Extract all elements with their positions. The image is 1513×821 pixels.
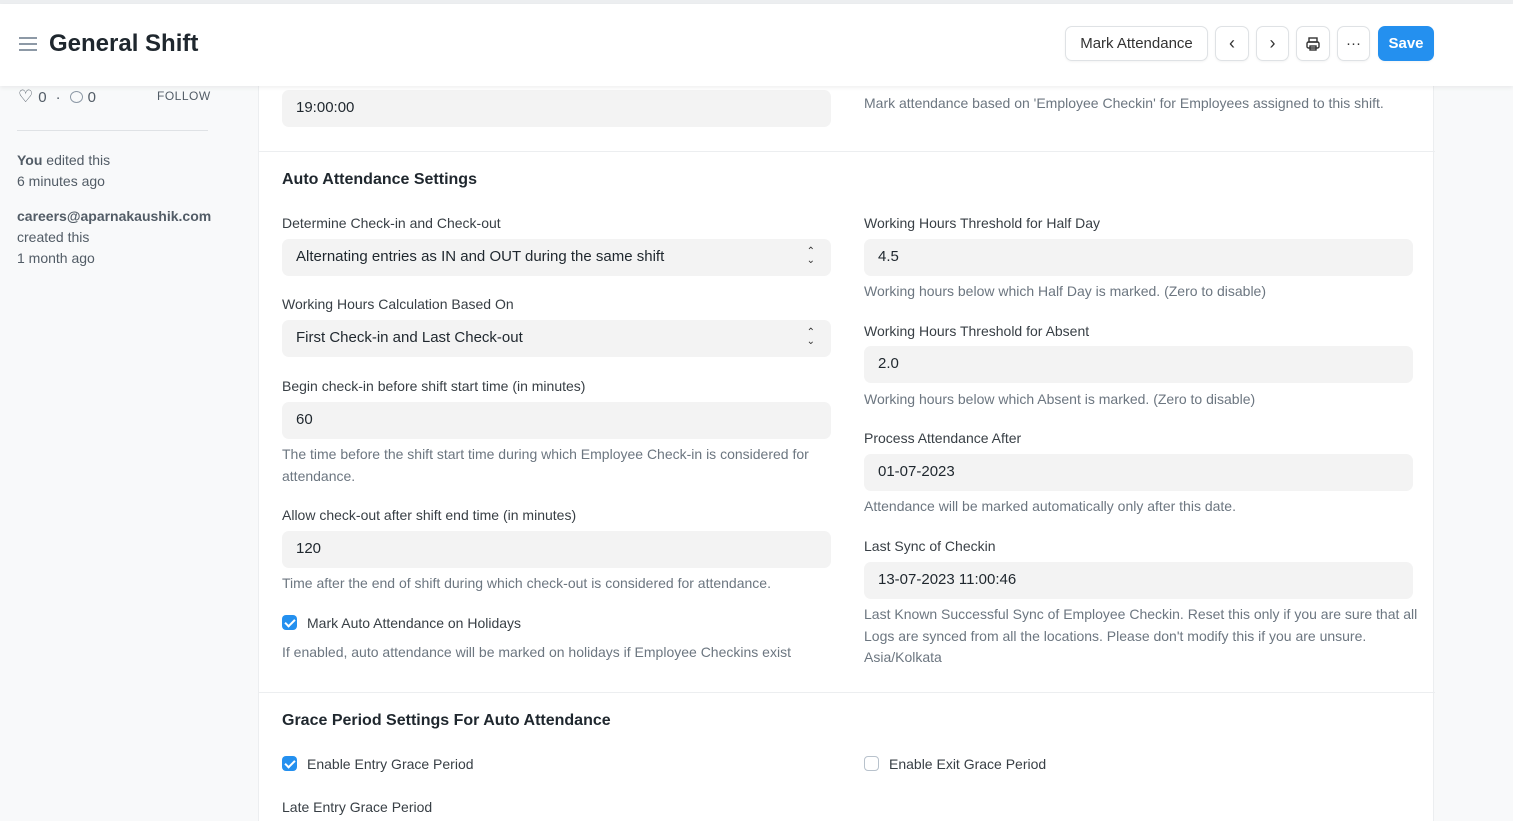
calc-select[interactable] (282, 320, 831, 357)
half-day-input[interactable]: 4.5 (864, 239, 1413, 276)
begin-input[interactable]: 60 (282, 402, 831, 439)
more-button[interactable]: ··· (1337, 26, 1370, 61)
determine-label: Determine Check-in and Check-out (282, 215, 501, 231)
sync-description: Last Known Successful Sync of Employee Checkin. Reset this only if you are sure that all Logs are synced from all the locations. Please don't modify this if you are unsure. (864, 606, 1418, 644)
determine-value: Alternating entries as IN and OUT during the same shift (296, 248, 665, 265)
chevron-left-icon: ‹ (1229, 33, 1235, 53)
editor-name[interactable]: You (17, 152, 43, 168)
previous-button[interactable] (1215, 26, 1249, 61)
divider (17, 130, 208, 131)
created-time: 1 month ago (17, 250, 95, 266)
checkin-description: Mark attendance based on 'Employee Checkin' for Employees assigned to this shift. (864, 95, 1384, 111)
grace-heading: Grace Period Settings For Auto Attendance (282, 712, 611, 729)
print-button[interactable] (1296, 26, 1330, 61)
chevron-right-icon: › (1269, 33, 1276, 53)
comment-icon[interactable] (70, 91, 83, 103)
edit-time: 6 minutes ago (17, 173, 105, 189)
exit-grace-checkbox[interactable] (864, 756, 879, 771)
half-day-description: Working hours below which Half Day is marked. (Zero to disable) (864, 283, 1267, 299)
select-arrows-icon: ⌃ ⌄ (806, 327, 815, 347)
likes-count: 0 (38, 88, 47, 106)
form-card (258, 86, 1434, 821)
begin-description: The time before the shift start time during which Employee Check-in is considered for attendance. (282, 446, 809, 484)
sync-timezone: Asia/Kolkata (864, 649, 942, 665)
auto-attendance-heading: Auto Attendance Settings (282, 171, 477, 188)
absent-description: Working hours below which Absent is marked. (Zero to disable) (864, 391, 1256, 407)
holiday-label[interactable]: Mark Auto Attendance on Holidays (307, 615, 522, 631)
exit-grace-label[interactable]: Enable Exit Grace Period (889, 756, 1047, 772)
mark-attendance-button[interactable]: Mark Attendance (1065, 26, 1208, 61)
follow-link[interactable]: FOLLOW (157, 89, 211, 103)
process-label: Process Attendance After (864, 430, 1022, 446)
save-button[interactable]: Save (1378, 26, 1434, 61)
allow-label: Allow check-out after shift end time (in minutes) (282, 507, 577, 523)
heart-icon[interactable]: ♡ (18, 87, 34, 106)
allow-input[interactable]: 120 (282, 531, 831, 568)
allow-description: Time after the end of shift during which check-out is considered for attendance. (282, 575, 771, 591)
edit-text: edited this (46, 152, 111, 168)
end-time-input[interactable]: 19:00:00 (282, 90, 831, 127)
printer-icon (1305, 36, 1321, 52)
holiday-description: If enabled, auto attendance will be marked on holidays if Employee Checkins exist (282, 644, 791, 660)
creator-name[interactable]: careers@aparnakaushik.com (17, 208, 212, 224)
menu-icon[interactable] (19, 37, 37, 51)
absent-label: Working Hours Threshold for Absent (864, 323, 1090, 339)
begin-label: Begin check-in before shift start time (in minutes) (282, 378, 586, 394)
sync-input[interactable]: 13-07-2023 11:00:46 (864, 562, 1413, 599)
entry-grace-checkbox[interactable] (282, 756, 297, 771)
holiday-checkbox[interactable] (282, 615, 297, 630)
section-divider (259, 692, 1435, 693)
calc-value: First Check-in and Last Check-out (296, 329, 523, 346)
comments-count: 0 (87, 88, 96, 106)
select-arrows-icon: ⌃ ⌄ (806, 246, 815, 266)
next-button[interactable] (1256, 26, 1289, 61)
entry-grace-label[interactable]: Enable Entry Grace Period (307, 756, 474, 772)
page-header (0, 4, 1513, 86)
process-description: Attendance will be marked automatically only after this date. (864, 498, 1236, 514)
absent-input[interactable]: 2.0 (864, 346, 1413, 383)
section-divider (259, 151, 1435, 152)
sync-label: Last Sync of Checkin (864, 538, 996, 554)
page-title: General Shift (49, 30, 199, 57)
calc-label: Working Hours Calculation Based On (282, 296, 514, 312)
late-entry-label: Late Entry Grace Period (282, 799, 433, 815)
determine-select[interactable] (282, 239, 831, 276)
process-date-input[interactable]: 01-07-2023 (864, 454, 1413, 491)
half-day-label: Working Hours Threshold for Half Day (864, 215, 1101, 231)
separator: · (55, 88, 61, 106)
created-text: created this (17, 229, 90, 245)
